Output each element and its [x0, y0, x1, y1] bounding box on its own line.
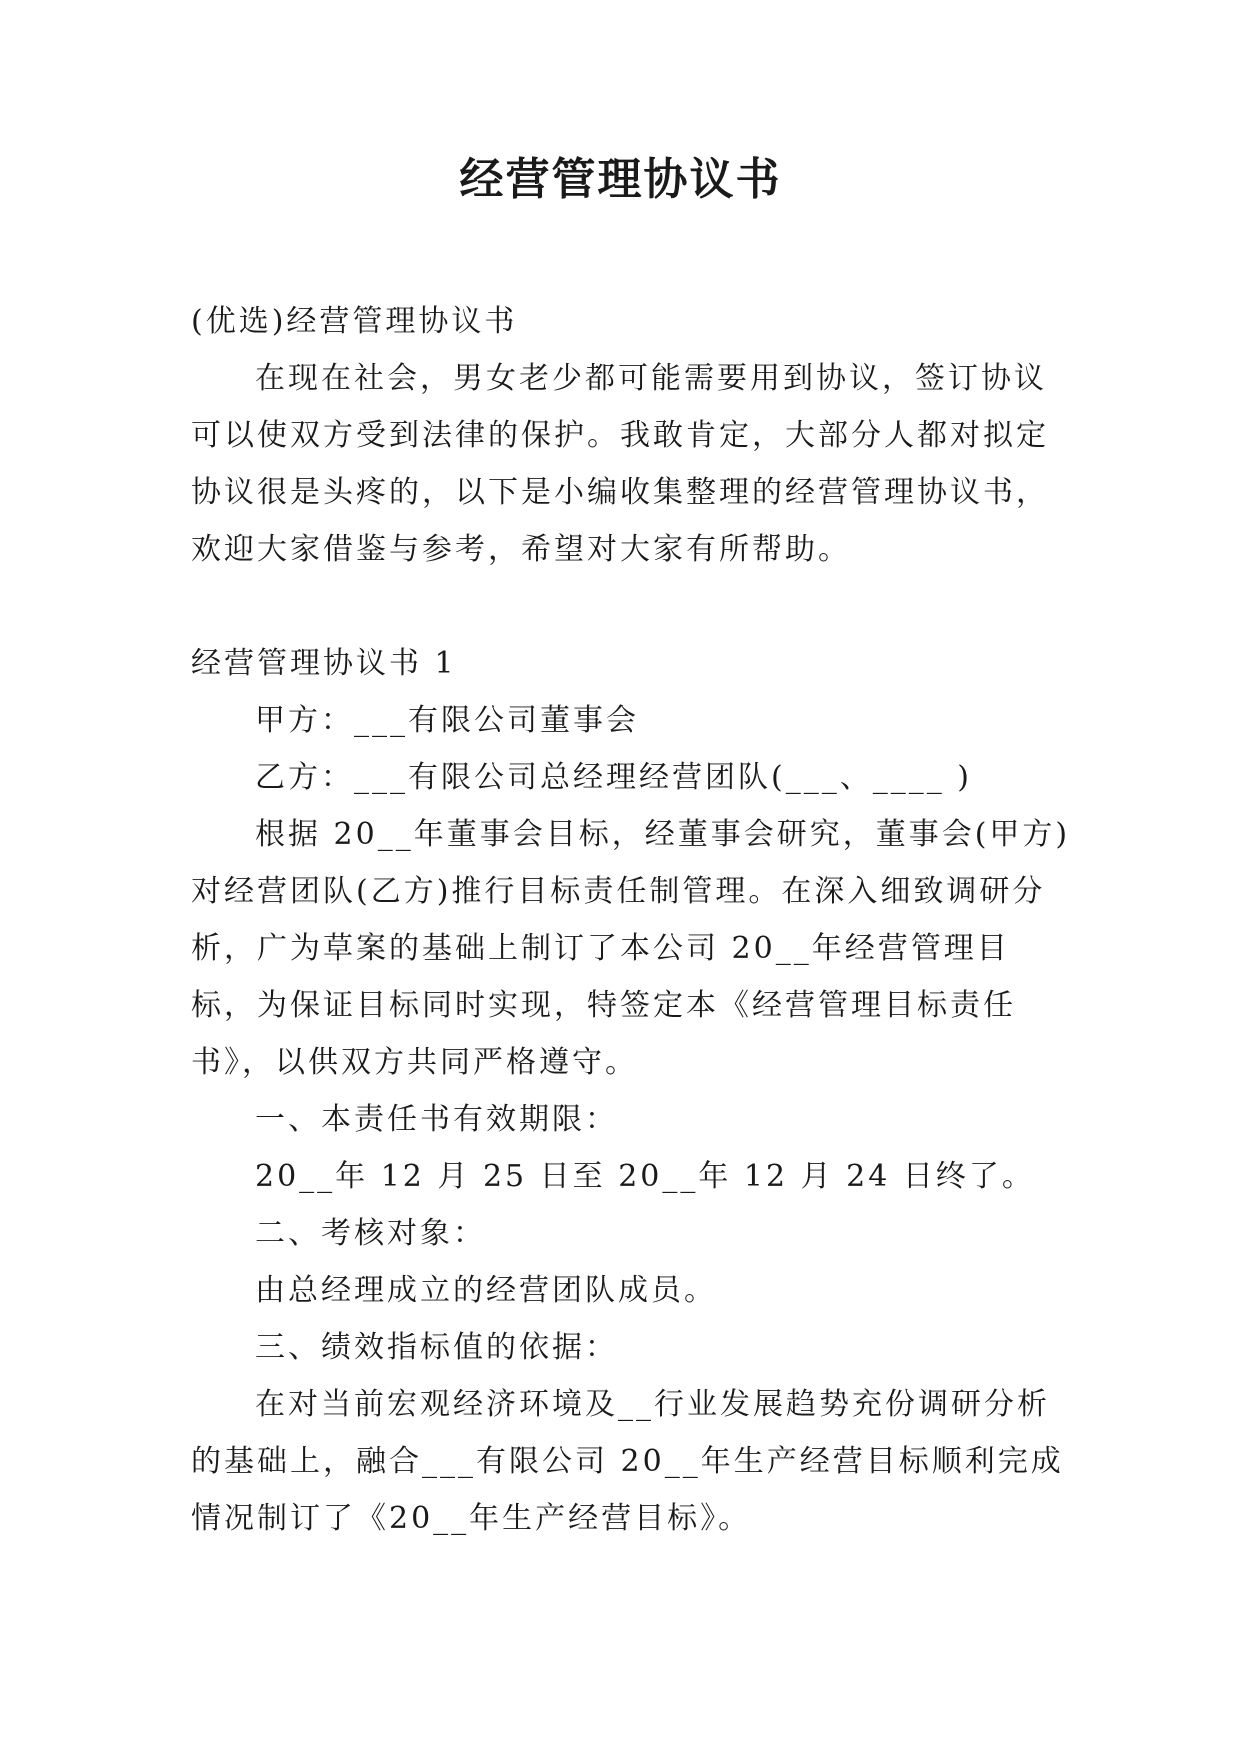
clause-two-heading: 二、考核对象： [255, 1216, 486, 1251]
subtitle-paragraph: (优选)经营管理协议书 [191, 304, 518, 339]
clause-three-heading: 三、绩效指标值的依据： [255, 1330, 618, 1365]
party-a-line: 甲方：___有限公司董事会 [255, 703, 639, 738]
basis-paragraph: 根据 20__年董事会目标，经董事会研究，董事会(甲方)对经营团队(乙方)推行目标责任制管理。在深入细致调研分析，广为草案的基础上制订了本公司 20__年经营管理目标，为保证目标同时实现，特签定本《经营管理目标责任书》，以供双方共同严格遵守。 [191, 817, 1071, 1080]
clause-two-text: 由总经理成立的经营团队成员。 [255, 1273, 717, 1308]
party-b-line: 乙方：___有限公司总经理经营团队(___、____ ) [255, 760, 972, 795]
clause-one-heading: 一、本责任书有效期限： [255, 1102, 618, 1137]
intro-paragraph: 在现在社会，男女老少都可能需要用到协议，签订协议可以使双方受到法律的保护。我敢肯定，大部分人都对拟定协议很是头疼的，以下是小编收集整理的经营管理协议书，欢迎大家借鉴与参考，希望对大家有所帮助。 [191, 361, 1049, 567]
document-title: 经营管理协议书 [459, 154, 782, 205]
clause-one-text: 20__年 12 月 25 日至 20__年 12 月 24 日终了。 [255, 1159, 1035, 1194]
blank-line [191, 578, 1071, 635]
document-body [191, 293, 1071, 1547]
section-heading: 经营管理协议书 1 [191, 646, 457, 681]
clause-three-text: 在对当前宏观经济环境及__行业发展趋势充份调研分析的基础上，融合___有限公司 20__年生产经营目标顺利完成情况制订了《20__年生产经营目标》。 [191, 1387, 1064, 1536]
